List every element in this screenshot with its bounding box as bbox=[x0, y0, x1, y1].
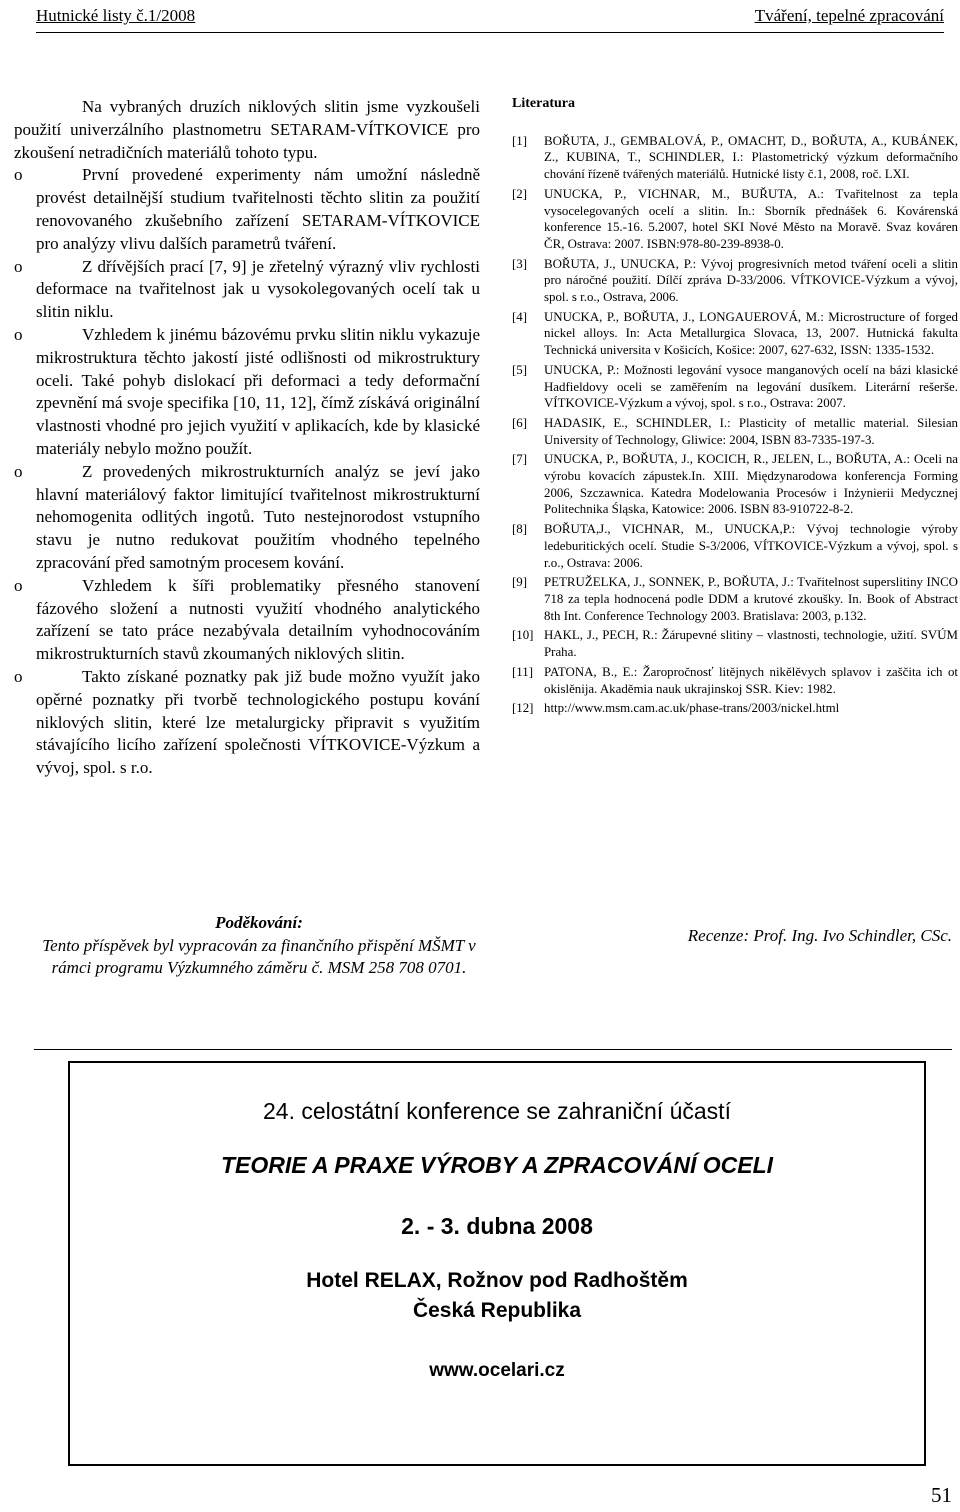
reference-item bbox=[512, 415, 958, 448]
reference-number: [9] bbox=[512, 575, 528, 590]
acknowledgement-text: Tento příspěvek byl vypracován za finančního přispění MŠMT v rámci programu Výzkumného záměru č. MSM 258 708 0701. bbox=[42, 935, 476, 977]
reference-item bbox=[512, 700, 958, 717]
intro-paragraph: Na vybraných druzích niklových slitin jsme vyzkoušeli použití univerzálního plastnometru SETARAM-VÍTKOVICE pro zkoušení netradičních materiálů tohoto typu. bbox=[14, 97, 480, 162]
reference-item bbox=[512, 627, 958, 660]
reference-text: UNUCKA, P., BOŘUTA, J., LONGAUEROVÁ, M.: Microstructure of forged nickel alloys. In: Acta Metallurgica Slovaca, 13, 2007. Hutnická fakulta Technická universita v Košicích, Košice: 2007, 627-632, ISSN: 1335-1532. bbox=[544, 309, 958, 358]
list-item-text: Z dřívějších prací [7, 9] je zřetelný výrazný vliv rychlosti deformace na tvařitelnost jak u vysokolegovaných ocelí tak u slitin niklu. bbox=[36, 256, 480, 322]
reference-item bbox=[512, 309, 958, 359]
conference-venue: Hotel RELAX, Rožnov pod Radhoštěm bbox=[306, 1269, 688, 1292]
acknowledgement-title: Poděkování: bbox=[215, 913, 303, 932]
reference-text: HADASIK, E., SCHINDLER, I.: Plasticity of metallic material. Silesian University of Technology, Gliwice: 2004, ISBN 83-7335-197-3. bbox=[544, 415, 958, 447]
reference-item bbox=[512, 362, 958, 412]
bullet-marker: o bbox=[14, 324, 23, 344]
bullet-marker: o bbox=[14, 575, 23, 595]
reference-text: UNUCKA, P.: Možnosti legování vysoce manganových ocelí na bázi klasické Hadfieldovy oceli se zaměřením na legování dusíkem. Literární rešerše. VÍTKOVICE-Výzkum a vývoj, spol. s r.o., Ostrava: 2007. bbox=[544, 362, 958, 411]
list-item-text: Vzhledem k šíři problematiky přesného stanovení fázového složení a nutnosti využití vhodného analytického zařízení se tato práce nezabývala detailním vyhodnocováním mikrostrukturních stavů zkoumaných niklových slitin. bbox=[36, 575, 480, 664]
list-item bbox=[14, 256, 480, 324]
bullet-marker: o bbox=[14, 165, 23, 185]
reference-number: [11] bbox=[512, 664, 533, 679]
page-number: 51 bbox=[931, 1483, 952, 1507]
reference-text: PETRUŽELKA, J., SONNEK, P., BOŘUTA, J.: Tvařitelnost superslitiny INCO 718 za tepla hodnocená podle DDM a krutové zkoušky. In. Book of Abstract 8th Int. Conference Technology 2003. Bratislava: 2003, p.132. bbox=[544, 575, 958, 623]
reference-number: [3] bbox=[512, 256, 528, 271]
list-item bbox=[14, 575, 480, 666]
conference-date: 2. - 3. dubna 2008 bbox=[401, 1213, 593, 1239]
reference-number: [12] bbox=[512, 701, 534, 716]
reference-number: [8] bbox=[512, 522, 528, 537]
reference-item bbox=[512, 664, 958, 697]
reference-item bbox=[512, 574, 958, 624]
reference-text: http://www.msm.cam.ac.uk/phase-trans/2003/nickel.html bbox=[544, 701, 840, 716]
conference-website[interactable]: www.ocelari.cz bbox=[429, 1360, 565, 1381]
left-column bbox=[14, 96, 480, 780]
reference-number: [1] bbox=[512, 133, 528, 148]
list-item-text: Z provedených mikrostrukturních analýz se jeví jako hlavní materiálový faktor limitující tvařitelnost mikrostrukturní nehomogenita odlitých ingotů. Tuto nestejnorodost vstupního stavu je nutno redukovat použitím vhodného tepelného zpracování před samotným procesem kování. bbox=[36, 461, 480, 572]
reference-number: [6] bbox=[512, 415, 528, 430]
reference-number: [2] bbox=[512, 186, 528, 201]
conclusion-list bbox=[14, 164, 480, 780]
list-item bbox=[14, 461, 480, 575]
list-item bbox=[14, 666, 480, 780]
reference-list bbox=[512, 133, 958, 717]
reference-number: [7] bbox=[512, 452, 528, 467]
reference-item bbox=[512, 256, 958, 306]
reference-text: UNUCKA, P., BOŘUTA, J., KOCICH, R., JELEN, L., BOŘUTA, A.: Oceli na výrobu kovacích zápustek.In. XIII. Międzynarodowa konferencja Forming 2006, Szczawnica. Katedra Modelowania Procesów i Inżynierii Medycznej Politechnika Śląska, Katowice: 2006. ISBN 83-910722-8-2. bbox=[544, 452, 958, 517]
reference-number: [10] bbox=[512, 628, 534, 643]
reference-item bbox=[512, 451, 958, 518]
conference-title: TEORIE A PRAXE VÝROBY A ZPRACOVÁNÍ OCELI bbox=[220, 1152, 774, 1178]
right-column bbox=[512, 96, 958, 720]
bullet-marker: o bbox=[14, 461, 23, 481]
section-divider bbox=[34, 1049, 952, 1050]
conference-announcement bbox=[68, 1061, 926, 1466]
list-item-text: Takto získané poznatky pak již bude možno využít jako opěrné poznatky při tvorbě technologického postupu kování niklových slitin, které lze metalurgicky připravit s využitím stávajícího licího zařízení společnosti VÍTKOVICE-Výzkum a vývoj, spol. s r.o. bbox=[36, 666, 480, 778]
reference-item bbox=[512, 521, 958, 571]
page-header bbox=[36, 0, 944, 33]
bullet-marker: o bbox=[14, 256, 23, 276]
acknowledgement bbox=[34, 912, 484, 980]
list-item bbox=[14, 164, 480, 255]
section-title: Tváření, tepelné zpracování bbox=[754, 6, 944, 25]
reference-text: BOŘUTA,J., VICHNAR, M., UNUCKA,P.: Vývoj technologie výroby ledeburitických ocelí. Studie S-3/2006, VÍTKOVICE-Výzkum a vývoj, spol. s r.o., Ostrava: 2006. bbox=[544, 522, 958, 570]
list-item-text: První provedené experimenty nám umožní následně provést detailnější studium tvařitelnosti těchto slitin za použití renovovaného zkušebního zařízení SETARAM-VÍTKOVICE pro analýzy vlivu dalších parametrů tváření. bbox=[36, 165, 480, 253]
reference-text: BOŘUTA, J., GEMBALOVÁ, P., OMACHT, D., BOŘUTA, A., KUBÁNEK, Z., KUBINA, T., SCHINDLER, I.: Plastometrický výzkum deformačního chování řízeně tvářených materiálů. Hutnické listy č.1, 2008, roč. LXI. bbox=[544, 133, 958, 182]
conference-country: Česká Republika bbox=[412, 1299, 582, 1322]
bullet-marker: o bbox=[14, 666, 23, 686]
reference-text: UNUCKA, P., VICHNAR, M., BUŘUTA, A.: Tvařitelnost za tepla vysocelegovaných ocelí a slitin. In.: Sborník přednášek 6. Kovárenská konference 15.-16. 5.2007, hotel SKI Nové Město na Moravě. Svaz kováren ČR, Ostrava: 2007. ISBN:978-80-239-8938-0. bbox=[544, 186, 958, 251]
reference-number: [5] bbox=[512, 362, 528, 377]
conference-edition: 24. celostátní konference se zahraniční účastí bbox=[263, 1098, 731, 1124]
reference-number: [4] bbox=[512, 309, 528, 324]
reference-item bbox=[512, 133, 958, 183]
literature-title: Literatura bbox=[512, 96, 575, 111]
reviewer-note: Recenze: Prof. Ing. Ivo Schindler, CSc. bbox=[687, 926, 952, 945]
list-item-text: Vzhledem k jinému bázovému prvku slitin niklu vykazuje mikrostruktura těchto jakostí jisté odlišnosti od mikrostruktury oceli. Také pohyb dislokací při deformaci a tedy deformační zpevnění má svoje specifika [10, 11, 12], čímž získává originální vlastnosti vhodné pro jejich využití v aplikacích, kde by klasické materiály nebylo možno použít. bbox=[36, 324, 480, 458]
reference-text: PATONA, B., E.: Žaropročnosť litějnych nikělěvych splavov i zaščita ich ot okislěnija. Akaděmia nauk ukrajinskoj SSR. Kiev: 1982. bbox=[544, 664, 958, 696]
journal-title: Hutnické listy č.1/2008 bbox=[36, 6, 196, 25]
reference-text: HAKL, J., PECH, R.: Žárupevné slitiny – vlastnosti, technologie, užití. SVÚM Praha. bbox=[544, 628, 958, 660]
list-item bbox=[14, 324, 480, 461]
reference-item bbox=[512, 186, 958, 253]
reference-text: BOŘUTA, J., UNUCKA, P.: Vývoj progresivních metod tváření oceli a slitin pro náročné použití. Dílčí zpráva D-33/2006. VÍTKOVICE-Výzkum a vývoj, spol. s r.o., Ostrava, 2006. bbox=[544, 256, 958, 305]
